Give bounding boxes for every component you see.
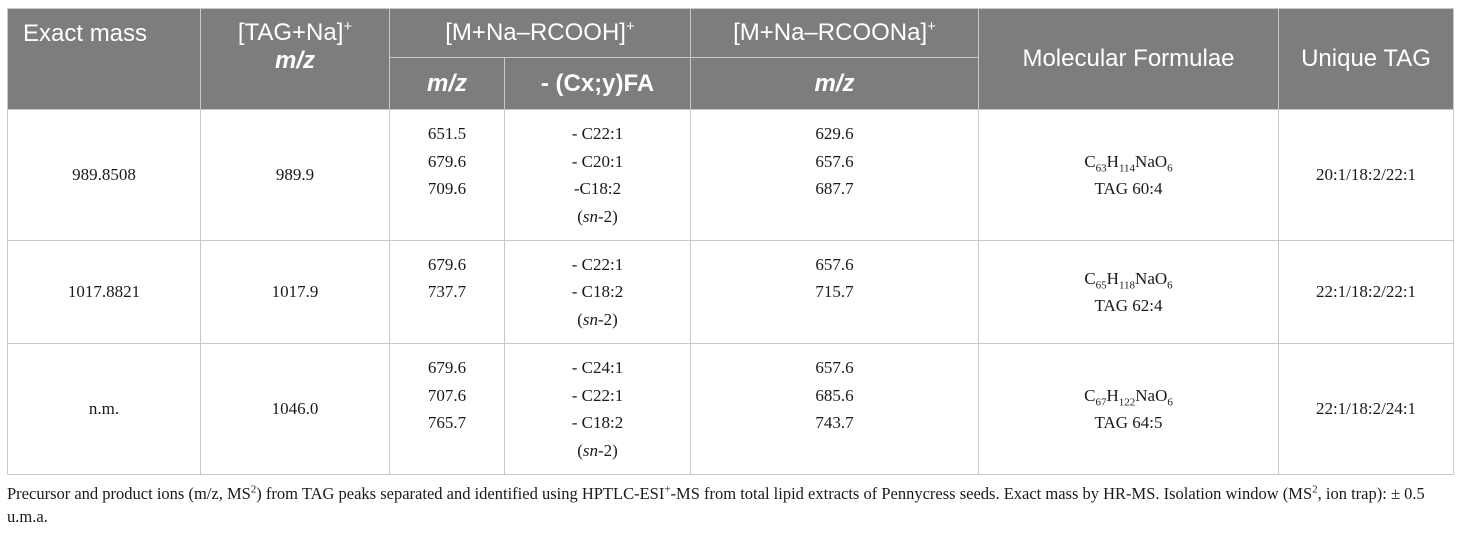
subheader-fa: - (Cx;y)FA	[505, 58, 691, 110]
cell-tag-na-mz: 1046.0	[201, 344, 390, 475]
tag-label: TAG 62:4	[1094, 296, 1163, 315]
cell-exact-mass: 989.8508	[8, 110, 201, 241]
cell-rcoona-mz: 657.6 715.7	[691, 241, 979, 344]
header-m-na-rcoona: [M+Na–RCOONa]+	[691, 9, 979, 58]
cell-tag-na-mz: 1017.9	[201, 241, 390, 344]
cell-unique-tag: 22:1/18:2/22:1	[1279, 241, 1454, 344]
molecular-formula: $C_{65}H_{118}NaO_6$	[1084, 268, 1173, 291]
cell-formula	[979, 241, 1279, 344]
subheader-rcoona-mz: m/z	[691, 58, 979, 110]
molecular-formula: $C_{63}H_{114}NaO_6$	[1084, 151, 1173, 174]
cell-fa: - C22:1 - C18:2 (sn-2)	[505, 241, 691, 344]
molecular-formula: $C_{67}H_{122}NaO_6$	[1084, 385, 1173, 408]
cell-tag-na-mz: 989.9	[201, 110, 390, 241]
cell-fa: - C22:1 - C20:1 -C18:2 (sn-2)	[505, 110, 691, 241]
cell-formula	[979, 344, 1279, 475]
sn-note: (sn-2)	[577, 206, 618, 226]
table-body	[8, 110, 1454, 475]
table-row	[8, 110, 1454, 241]
subheader-rcooh-mz: m/z	[390, 58, 505, 110]
header-formulae: Molecular Formulae	[979, 9, 1279, 110]
sn-note: (sn-2)	[577, 309, 618, 329]
table-caption: Precursor and product ions (m/z, $MS^2$) from TAG peaks separated and identified using HPTLC-ESI+-MS from total lipid extracts of Pennycress seeds. Exact mass by HR-MS. Isolation window ($MS^2$, ion trap): ± 0.5 u.m.a.	[7, 483, 1425, 526]
cell-unique-tag: 22:1/18:2/24:1	[1279, 344, 1454, 475]
table-row	[8, 241, 1454, 344]
cell-fa: - C24:1 - C22:1 - C18:2 (sn-2)	[505, 344, 691, 475]
header-tag-na: [TAG+Na]+ m/z	[201, 9, 390, 110]
tag-label: TAG 64:5	[1094, 413, 1163, 432]
header-tag-na-label: [TAG+Na]	[237, 19, 344, 46]
header-unique-tag: Unique TAG	[1279, 9, 1454, 110]
tag-ions-table	[7, 8, 1454, 475]
header-m-na-rcooh: [M+Na–RCOOH]+	[390, 9, 691, 58]
table-header	[8, 9, 1454, 110]
header-tag-na-mz: m/z	[274, 47, 315, 74]
cell-rcooh-mz: 651.5 679.6 709.6	[390, 110, 505, 241]
cell-formula	[979, 110, 1279, 241]
table-container	[7, 8, 1453, 475]
cell-exact-mass: n.m.	[8, 344, 201, 475]
cell-exact-mass: 1017.8821	[8, 241, 201, 344]
cell-rcoona-mz: 629.6 657.6 687.7	[691, 110, 979, 241]
cell-rcooh-mz: 679.6 707.6 765.7	[390, 344, 505, 475]
cell-rcooh-mz: 679.6 737.7	[390, 241, 505, 344]
cell-unique-tag: 20:1/18:2/22:1	[1279, 110, 1454, 241]
table-row	[8, 344, 1454, 475]
sn-note: (sn-2)	[577, 440, 618, 460]
cell-rcoona-mz: 657.6 685.6 743.7	[691, 344, 979, 475]
header-exact-mass: Exact mass	[8, 9, 201, 110]
tag-label: TAG 60:4	[1094, 179, 1163, 198]
